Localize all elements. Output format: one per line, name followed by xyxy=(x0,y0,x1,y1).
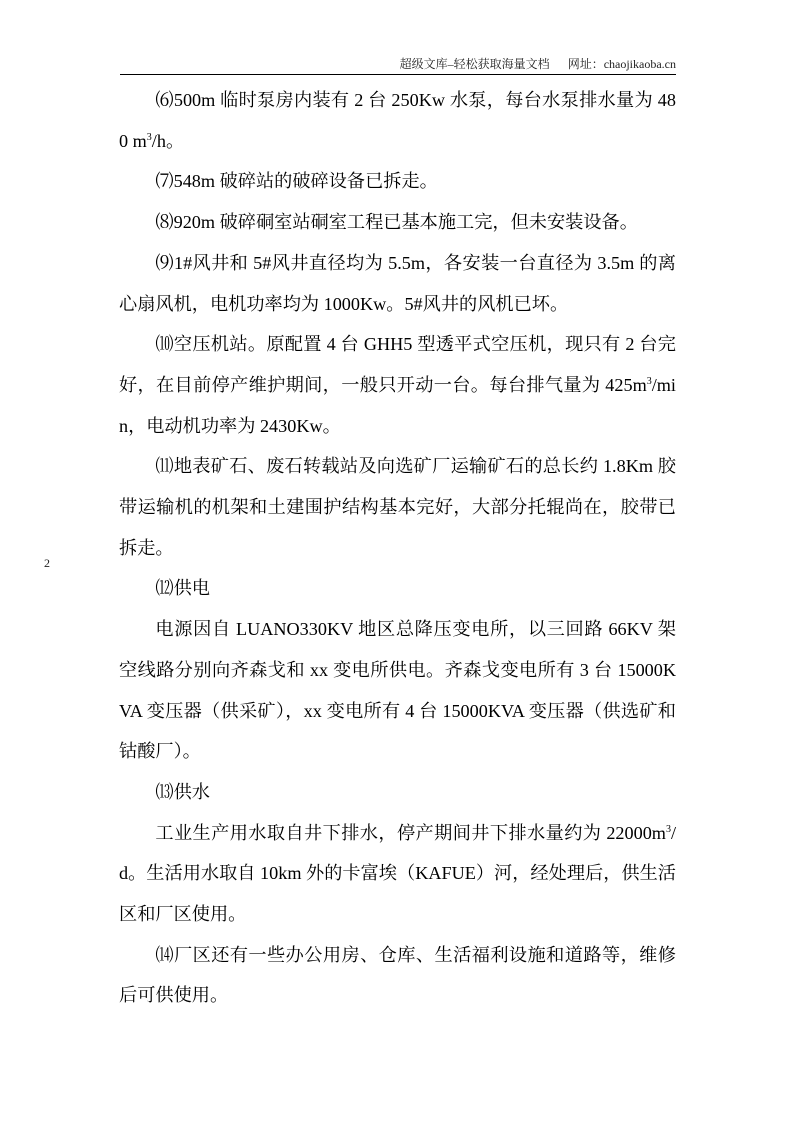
item-marker: ⑽ xyxy=(155,334,174,355)
item-marker: ⑿ xyxy=(155,578,174,599)
superscript: 3 xyxy=(665,823,671,835)
page-number: 2 xyxy=(44,556,50,570)
paragraph-item-10 xyxy=(119,324,676,446)
paragraph-text: /min，电动机功率为 2430Kw。 xyxy=(119,374,676,436)
paragraph-text: 920m 破碎硐室站硐室工程已基本施工完，但未安装设备。 xyxy=(173,212,638,233)
item-marker: ⑾ xyxy=(155,456,174,477)
paragraph-text: 供电 xyxy=(173,578,210,599)
superscript: 3 xyxy=(646,375,652,387)
paragraph-item-14 xyxy=(119,935,676,1016)
paragraph-text: 供水 xyxy=(173,781,210,802)
header-site-name: 超级文库–轻松获取海量文档 xyxy=(399,57,550,71)
paragraph-item-7 xyxy=(119,161,676,202)
paragraph-text: 厂区还有一些办公用房、仓库、生活福利设施和道路等，维修后可供使用。 xyxy=(119,944,676,1006)
item-marker: ⑹ xyxy=(155,90,174,110)
item-marker: ⒀ xyxy=(155,781,174,802)
paragraph-text: 空压机站。原配置 4 台 GHH5 型透平式空压机，现只有 2 台完好，在目前停产维护期间，一般只开动一台。每台排气量为 425m xyxy=(119,334,676,395)
paragraph-item-13-heading xyxy=(119,772,676,813)
item-marker: ⑼ xyxy=(155,252,174,273)
paragraph-text: 1#风井和 5#风井直径均为 5.5m，各安装一台直径为 3.5m 的离心扇风机，电机功率均为 1000Kw。5#风井的风机已坏。 xyxy=(119,252,676,314)
paragraph-item-8 xyxy=(119,202,676,243)
paragraph-water-supply xyxy=(119,813,676,935)
header-site-url: 网址：chaojikaoba.cn xyxy=(567,57,676,71)
superscript: 3 xyxy=(146,131,152,143)
paragraph-text: /h。 xyxy=(151,130,185,151)
paragraph-text: 548m 破碎站的破碎设备已拆走。 xyxy=(173,171,438,192)
paragraph-text: 工业生产用水取自井下排水，停产期间井下排水量约为 22000m xyxy=(155,822,666,843)
paragraph-item-6 xyxy=(119,80,676,161)
item-marker: ⑻ xyxy=(155,212,174,233)
document-body xyxy=(119,80,676,1016)
paragraph-item-11 xyxy=(119,446,676,568)
paragraph-power-supply xyxy=(119,609,676,772)
paragraph-text: /d。生活用水取自 10km 外的卡富埃（KAFUE）河，经处理后，供生活区和厂区使用。 xyxy=(119,822,676,925)
paragraph-text: 电源因自 LUANO330KV 地区总降压变电所，以三回路 66KV 架空线路分别向齐森戈和 xx 变电所供电。齐森戈变电所有 3 台 15000KVA 变压器（供采矿），xx 变电所有 4 台 15000KVA 变压器（供选矿和钴酸厂）。 xyxy=(119,619,676,762)
paragraph-item-12-heading xyxy=(119,568,676,609)
item-marker: ⒁ xyxy=(155,944,174,965)
paragraph-text: 地表矿石、废石转载站及向选矿厂运输矿石的总长约 1.8Km 胶带运输机的机架和土建围护结构基本完好，大部分托辊尚在，胶带已拆走。 xyxy=(119,456,676,558)
item-marker: ⑺ xyxy=(155,171,174,192)
paragraph-text: 500m 临时泵房内装有 2 台 250Kw 水泵，每台水泵排水量为 480 m xyxy=(119,90,676,151)
paragraph-item-9 xyxy=(119,243,676,324)
page-header xyxy=(120,56,676,75)
